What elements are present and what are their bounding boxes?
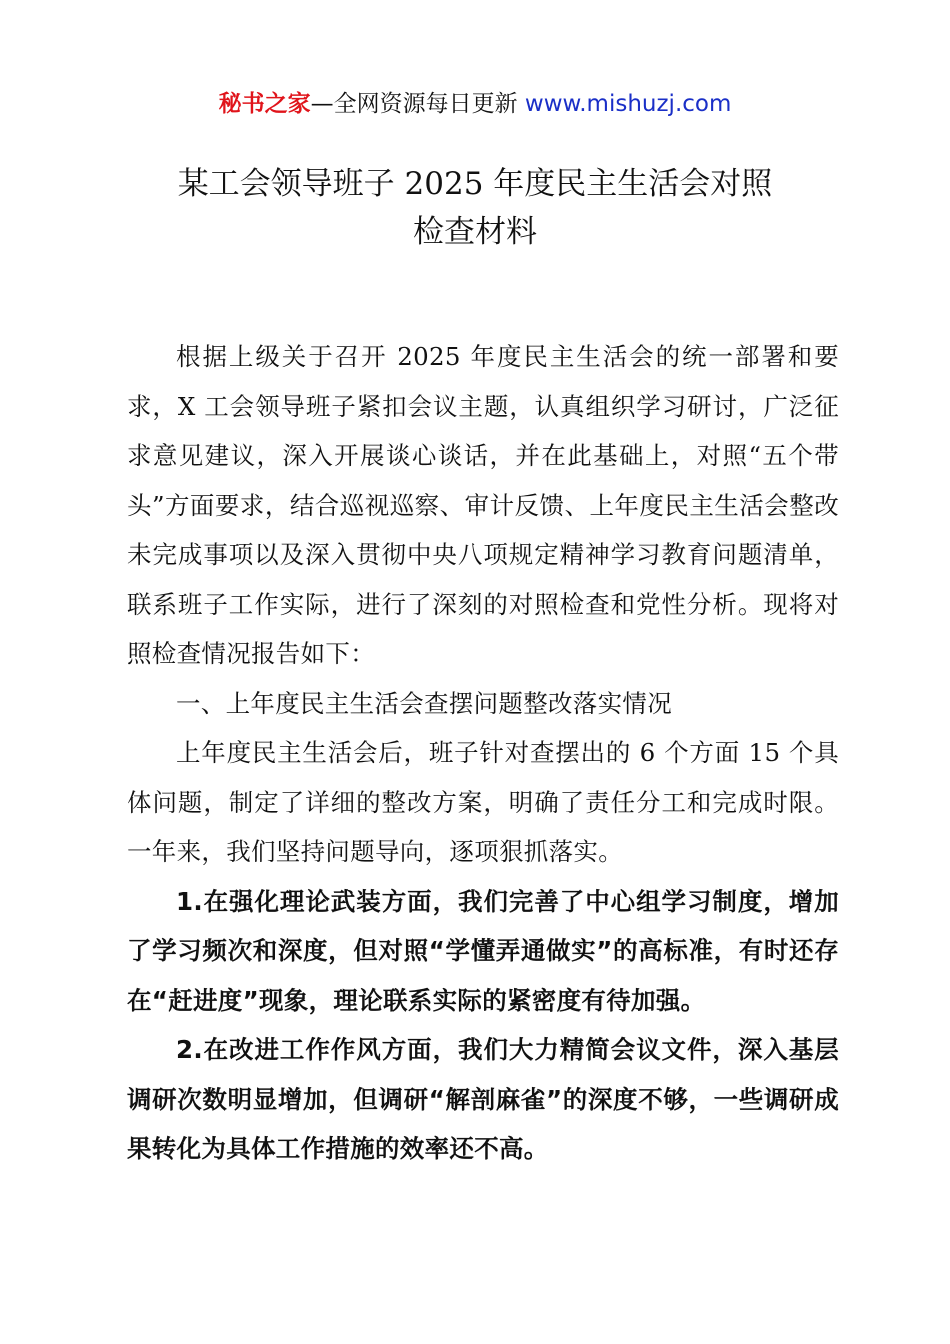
brand-name: 秘书之家 (218, 91, 311, 117)
title-line-2: 检查材料 (413, 214, 537, 250)
document-title (100, 160, 850, 256)
intro-paragraph: 根据上级关于召开 2025 年度民主生活会的统一部署和要求，X 工会领导班子紧扣会议主题，认真组织学习研讨，广泛征求意见建议，深入开展谈心谈话，并在此基础上，对照“五个带头”方面要求，结合巡视巡察、审计反馈、上年度民主生活会整改未完成事项以及深入贯彻中央八项规定精神学习教育问题清单，联系班子工作实际，进行了深刻的对照检查和党性分析。现将对照检查情况报告如下： (127, 342, 839, 668)
point-2-paragraph: 2.在改进工作作风方面，我们大力精简会议文件，深入基层调研次数明显增加，但调研“解剖麻雀”的深度不够，一些调研成果转化为具体工作措施的效率还不高。 (127, 1035, 839, 1163)
document-body (127, 332, 839, 1174)
title-line-1: 某工会领导班子 2025 年度民主生活会对照 (177, 166, 773, 202)
header-tagline: —全网资源每日更新 (310, 91, 525, 117)
site-url-link[interactable]: www.mishuzj.com (524, 91, 732, 117)
site-header (0, 86, 950, 122)
point-1-paragraph: 1.在强化理论武装方面，我们完善了中心组学习制度，增加了学习频次和深度，但对照“学懂弄通做实”的高标准，有时还存在“赶进度”现象，理论联系实际的紧密度有待加强。 (127, 886, 839, 1015)
section-heading-1: 一、上年度民主生活会查摆问题整改落实情况 (176, 688, 672, 718)
section-1-paragraph: 上年度民主生活会后，班子针对查摆出的 6 个方面 15 个具体问题，制定了详细的整改方案，明确了责任分工和完成时限。一年来，我们坚持问题导向，逐项狠抓落实。 (127, 738, 839, 866)
